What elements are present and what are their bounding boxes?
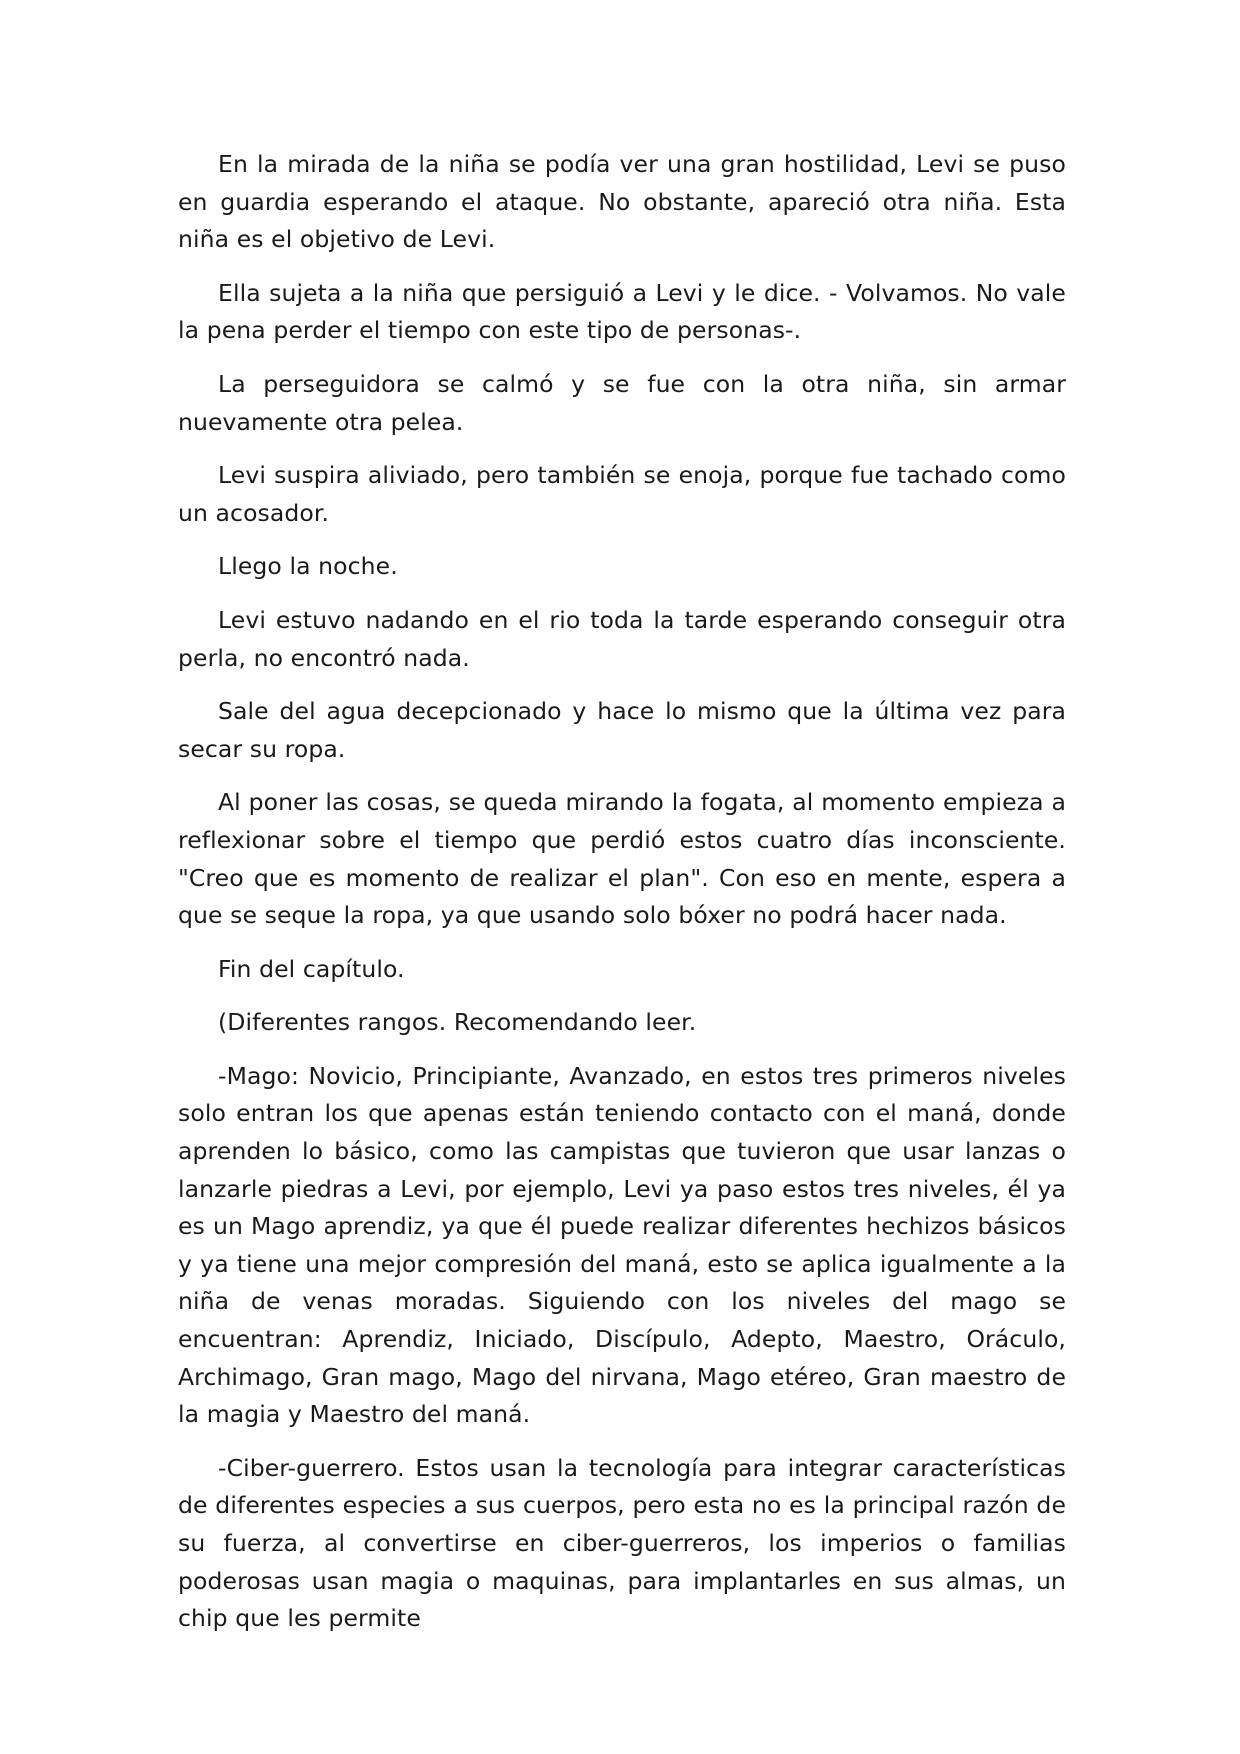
paragraph: En la mirada de la niña se podía ver una gran hostilidad, Levi se puso en guardia esperando el ataque. No obstante, apareció otra niña. Esta niña es el objetivo de Levi. [178, 150, 1066, 254]
paragraph: Al poner las cosas, se queda mirando la fogata, al momento empieza a reflexionar sobre el tiempo que perdió estos cuatro días inconsciente. "Creo que es momento de realizar el plan". Con eso en mente, espera a que se seque la ropa, ya que usando solo bóxer no podrá hacer nada. [178, 788, 1066, 930]
paragraph: Levi suspira aliviado, pero también se enoja, porque fue tachado como un acosador. [178, 461, 1066, 527]
paragraph: Fin del capítulo. [218, 954, 405, 983]
paragraph: Ella sujeta a la niña que persiguió a Levi y le dice. - Volvamos. No vale la pena perder el tiempo con este tipo de personas-. [178, 278, 1066, 345]
paragraph: (Diferentes rangos. Recomendando leer. [218, 1008, 697, 1037]
document-page [178, 146, 1066, 1654]
paragraph: Sale del agua decepcionado y hace lo mismo que la última vez para secar su ropa. [178, 697, 1066, 763]
paragraph: Levi estuvo nadando en el rio toda la tarde esperando conseguir otra perla, no encontró nada. [178, 605, 1066, 672]
paragraph: -Mago: Novicio, Principiante, Avanzado, en estos tres primeros niveles solo entran los que apenas están teniendo contacto con el maná, donde aprenden lo básico, como las campistas que tuvieron que usar lanzas o lanzarle piedras a Levi, por ejemplo, Levi ya paso estos tres niveles, él ya es un Mago aprendiz, ya que él puede realizar diferentes hechizos básicos y ya tiene una mejor compresión del maná, esto se aplica igualmente a la niña de venas moradas. Siguiendo con los niveles del mago se encuentran: Aprendiz, Iniciado, Discípulo, Adepto, Maestro, Oráculo, Archimago, Gran mago, Mago del nirvana, Mago etéreo, Gran maestro de la magia y Maestro del maná. [178, 1061, 1066, 1429]
paragraph: Llego la noche. [218, 552, 398, 581]
paragraph: -Ciber-guerrero. Estos usan la tecnología para integrar características de diferentes especies a sus cuerpos, pero esta no es la principal razón de su fuerza, al convertirse en ciber-guerreros, los imperios o familias poderosas usan magia o maquinas, para implantarles en sus almas, un chip que les permite [178, 1453, 1066, 1633]
paragraph: La perseguidora se calmó y se fue con la otra niña, sin armar nuevamente otra pelea. [178, 369, 1066, 436]
